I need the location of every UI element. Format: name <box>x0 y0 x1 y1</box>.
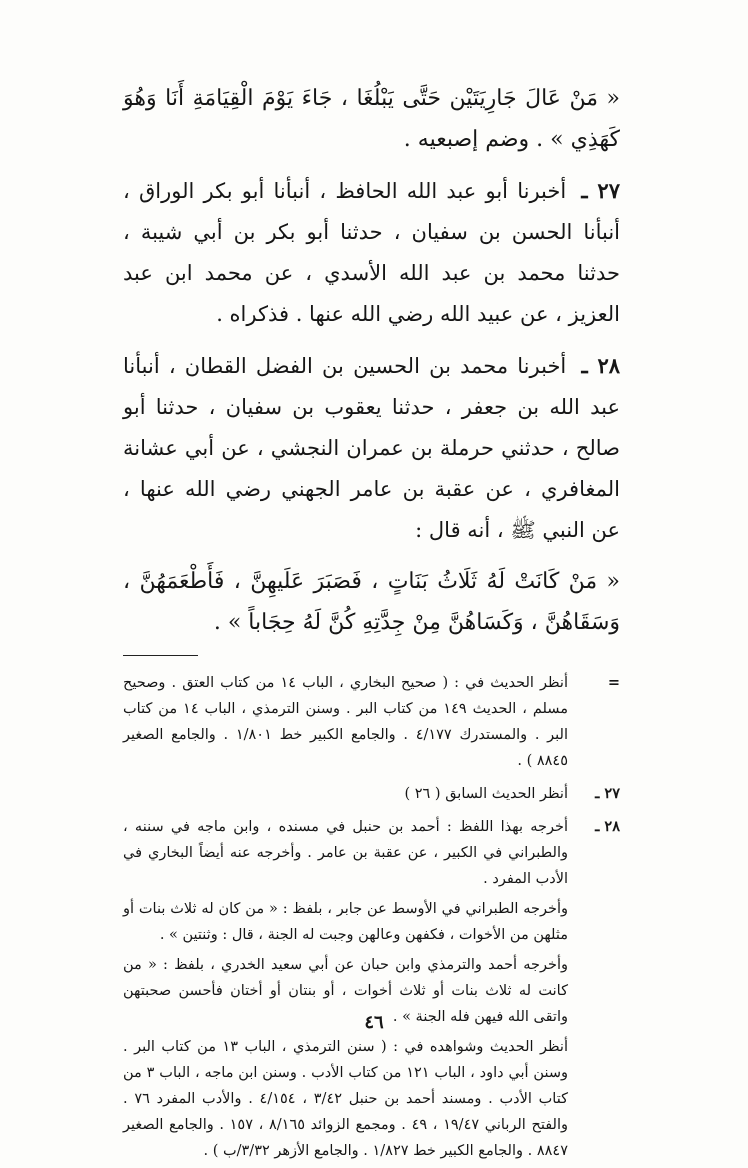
footnote-27 <box>123 781 620 811</box>
footnote-continued <box>123 670 620 778</box>
footnote-divider <box>123 655 198 656</box>
hadith-28-quote: « مَنْ كَانَتْ لَهُ ثَلَاثُ بَنَاتٍ ، فَصَبَرَ عَلَيهِنَّ ، فَأَطْعَمَهُنَّ ، وَسَقَاهُنَّ ، وَكَسَاهُنَّ مِنْ جِدَّتِهِ كُنَّ لَهُ حِجَاباً » . <box>123 569 620 635</box>
footnote-paragraph: أنظر الحديث السابق ( ٢٦ ) <box>404 786 568 802</box>
footnote-marker: ٢٨ ـ <box>595 818 620 835</box>
hadith-27-text: أخبرنا أبو عبد الله الحافظ ، أنبأنا أبو بكر الوراق ، أنبأنا الحسن بن سفيان ، حدثنا أبو بكر بن أبي شيبة ، حدثنا محمد بن عبد الله الأسدي ، عن محمد ابن عبد العزيز ، عن عبيد الله رضي الله عنها . فذكراه . <box>123 179 620 326</box>
hadith-27-number: ٢٧ ـ <box>581 178 620 203</box>
footnote-paragraph: أنظر الحديث في : ( صحيح البخاري ، الباب ١٤ من كتاب العتق . وصحيح مسلم ، الحديث ١٤٩ من كتاب البر . وسنن الترمذي ، الباب ١٤ من كتاب البر . والمستدرك ٤/١٧٧ . والجامع الكبير خط ١/٨٠١ . والجامع الصغير ٨٨٤٥ ) . <box>123 675 568 769</box>
hadith-28-number: ٢٨ ـ <box>581 353 620 378</box>
hadith-28 <box>123 345 620 551</box>
main-text <box>123 78 620 643</box>
footnote-paragraph: وأخرجه الطبراني في الأوسط عن جابر ، بلفظ : « من كان له ثلاث بنات أو مثلهن من الأخوات ، فكفهن وعالهن وجبت له الجنة ، قال : وثنتين » . <box>123 901 568 943</box>
hadith-28-text: أخبرنا محمد بن الحسين بن الفضل القطان ، أنبأنا عبد الله بن جعفر ، حدثنا يعقوب بن سفيان ، حدثنا أبو صالح ، حدثني حرملة بن عمران النجشي ، عن أبي عشانة المغافري ، عن عقبة بن عامر الجهني رضي الله عنها ، عن النبي ﷺ ، أنه قال : <box>123 354 620 542</box>
footnote-marker: = <box>607 674 620 691</box>
footnote-paragraph: وأخرجه أحمد والترمذي وابن حبان عن أبي سعيد الخدري ، بلفظ : « من كانت له ثلاث بنات أو ثلاث أخوات ، أو بنتان أو أختان فأحسن صحبتهن واتقى الله فيهن فله الجنة » . <box>123 957 568 1025</box>
footnote-paragraph: أخرجه بهذا اللفظ : أحمد بن حنبل في مسنده ، وابن ماجه في سننه ، والطبراني في الكبير ، عن عقبة بن عامر . وأخرجه عنه أيضاً البخاري في الأدب المفرد . <box>123 819 568 887</box>
footnote-paragraph: أنظر الحديث وشواهده في : ( سنن الترمذي ، الباب ١٣ من كتاب البر . وسنن أبي داود ، الباب ١٢١ من كتاب الأدب . وسنن ابن ماجه ، الباب ٣ من كتاب الأدب . ومسند أحمد بن حنبل ٣/٤٢ ، ٤/١٥٤ . والأدب المفرد ٧٦ . والفتح الرباني ١٩/٤٧ ، ٤٩ . ومجمع الزوائد ٨/١٦٥ ، ١٥٧ . والجامع الصغير ٨٨٤٧ . والجامع الكبير خط ١/٨٢٧ . والجامع الأزهر ٣/٣٢/ب ) . <box>123 1039 569 1159</box>
footnote-marker: ٢٧ ـ <box>595 785 620 802</box>
intro-hadith-quote: « مَنْ عَالَ جَارِيَتَيْن حَتَّى يَبْلُغَا ، جَاءَ يَوْمَ الْقِيَامَةِ أَنَا وَهُوَ كَهَذِي » . وضم إصبعيه . <box>123 86 620 152</box>
hadith-27 <box>123 170 620 335</box>
page-number: ٤٦ <box>364 1012 384 1033</box>
footnote-28 <box>123 814 620 1168</box>
footnotes <box>123 670 620 1168</box>
